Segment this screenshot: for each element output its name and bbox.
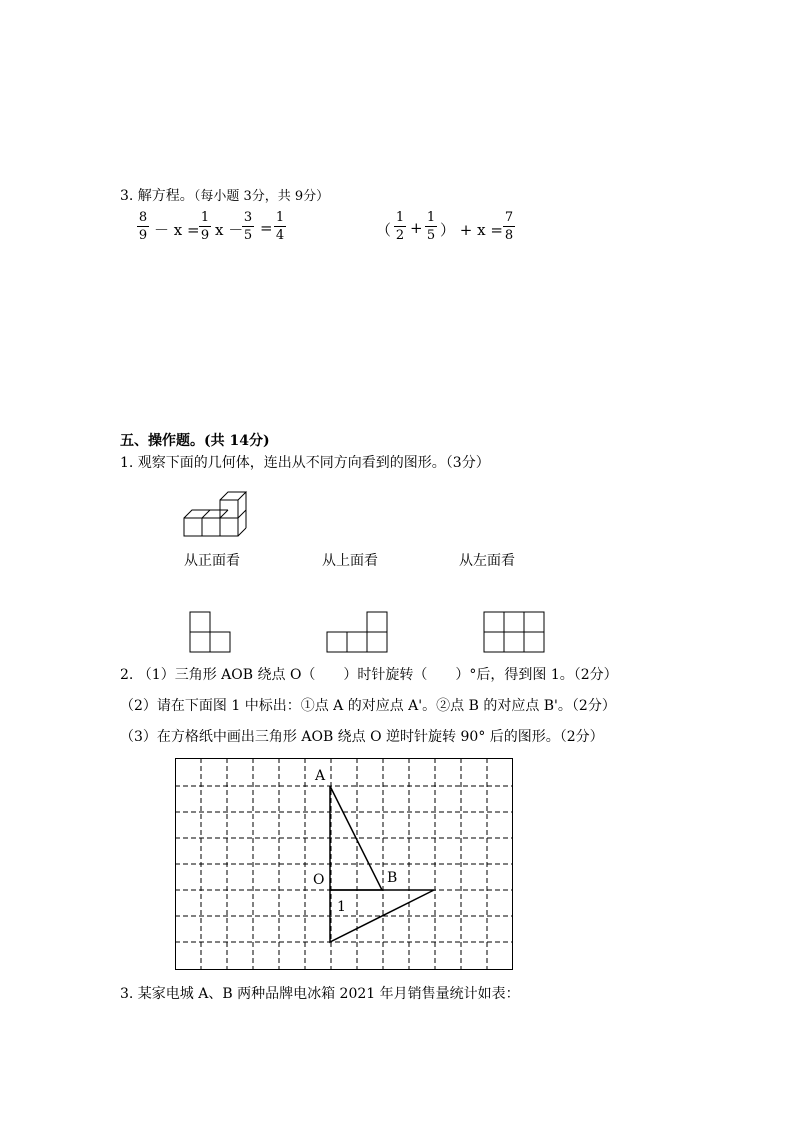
eq1-f3-den: 5 (243, 228, 253, 243)
label-figure-1: 1 (337, 899, 346, 915)
eq2-plus: + (410, 219, 423, 237)
eq2-fraction-2 (425, 210, 437, 243)
eq1-fraction-1 (137, 210, 149, 243)
eq2-rparen-plus-x: ） + x = (440, 221, 503, 239)
label-a: A (315, 768, 326, 784)
s5-q3-text: 3. 某家电城 A、B 两种品牌电冰箱 2021 年月销售量统计如表： (120, 986, 520, 1002)
eq1-f3-num: 3 (243, 210, 253, 225)
q3-title (120, 185, 329, 205)
eq1-x-minus: x － (215, 221, 244, 239)
eq1-fraction-3 (242, 210, 254, 243)
view-label-left: 从左面看 (459, 553, 515, 569)
q3-title-text: 3. 解方程。 (120, 188, 194, 204)
view-shape-3 (483, 611, 547, 653)
view-label-top: 从上面看 (322, 553, 378, 569)
eq1-equals: = (260, 219, 273, 237)
eq2-f1-den: 2 (395, 228, 405, 243)
eq1-f1-num: 8 (138, 210, 148, 225)
eq1-minus-x: － x = (154, 221, 200, 239)
eq1-f1-den: 9 (138, 228, 148, 243)
view-shape-2 (326, 611, 390, 653)
eq2-left-paren: （ (376, 221, 392, 239)
label-b: B (387, 870, 398, 886)
eq1-f4-num: 1 (275, 210, 285, 225)
s5-q2-line3: （3）在方格纸中画出三角形 AOB 绕点 O 逆时针旋转 90° 后的图形。（2分） (120, 729, 604, 745)
grid-figure (175, 758, 515, 972)
eq2-fraction-3 (503, 210, 515, 243)
eq2-f3-num: 7 (504, 210, 514, 225)
eq2-fraction-1 (394, 210, 406, 243)
eq1-f2-den: 9 (200, 228, 210, 243)
section-5-heading: 五、操作题。(共 14分) (120, 433, 270, 449)
view-shape-1 (189, 611, 233, 653)
dashed-grid (175, 758, 513, 970)
solid-figure (180, 484, 260, 542)
eq2-f1-num: 1 (395, 210, 405, 225)
s5-q2-line1: 2. （1）三角形 AOB 绕点 O（ ）时针旋转（ ）°后，得到图 1。（2分） (120, 667, 618, 683)
eq1-f4-den: 4 (275, 228, 285, 243)
eq1-fraction-2 (199, 210, 211, 243)
eq2-f3-den: 8 (504, 228, 514, 243)
eq1-fraction-4 (274, 210, 286, 243)
q3-score-note: （每小题 3分，共 9分） (193, 189, 330, 204)
eq2-f2-num: 1 (426, 210, 436, 225)
eq2-f2-den: 5 (426, 228, 436, 243)
s5-q1-text: 1. 观察下面的几何体，连出从不同方向看到的图形。（3分） (120, 455, 490, 471)
view-label-front: 从正面看 (184, 553, 240, 569)
label-o: O (313, 872, 325, 888)
s5-q2-line2: （2）请在下面图 1 中标出：①点 A 的对应点 A'。②点 B 的对应点 B'。（2分） (120, 698, 616, 714)
eq1-f2-num: 1 (200, 210, 210, 225)
